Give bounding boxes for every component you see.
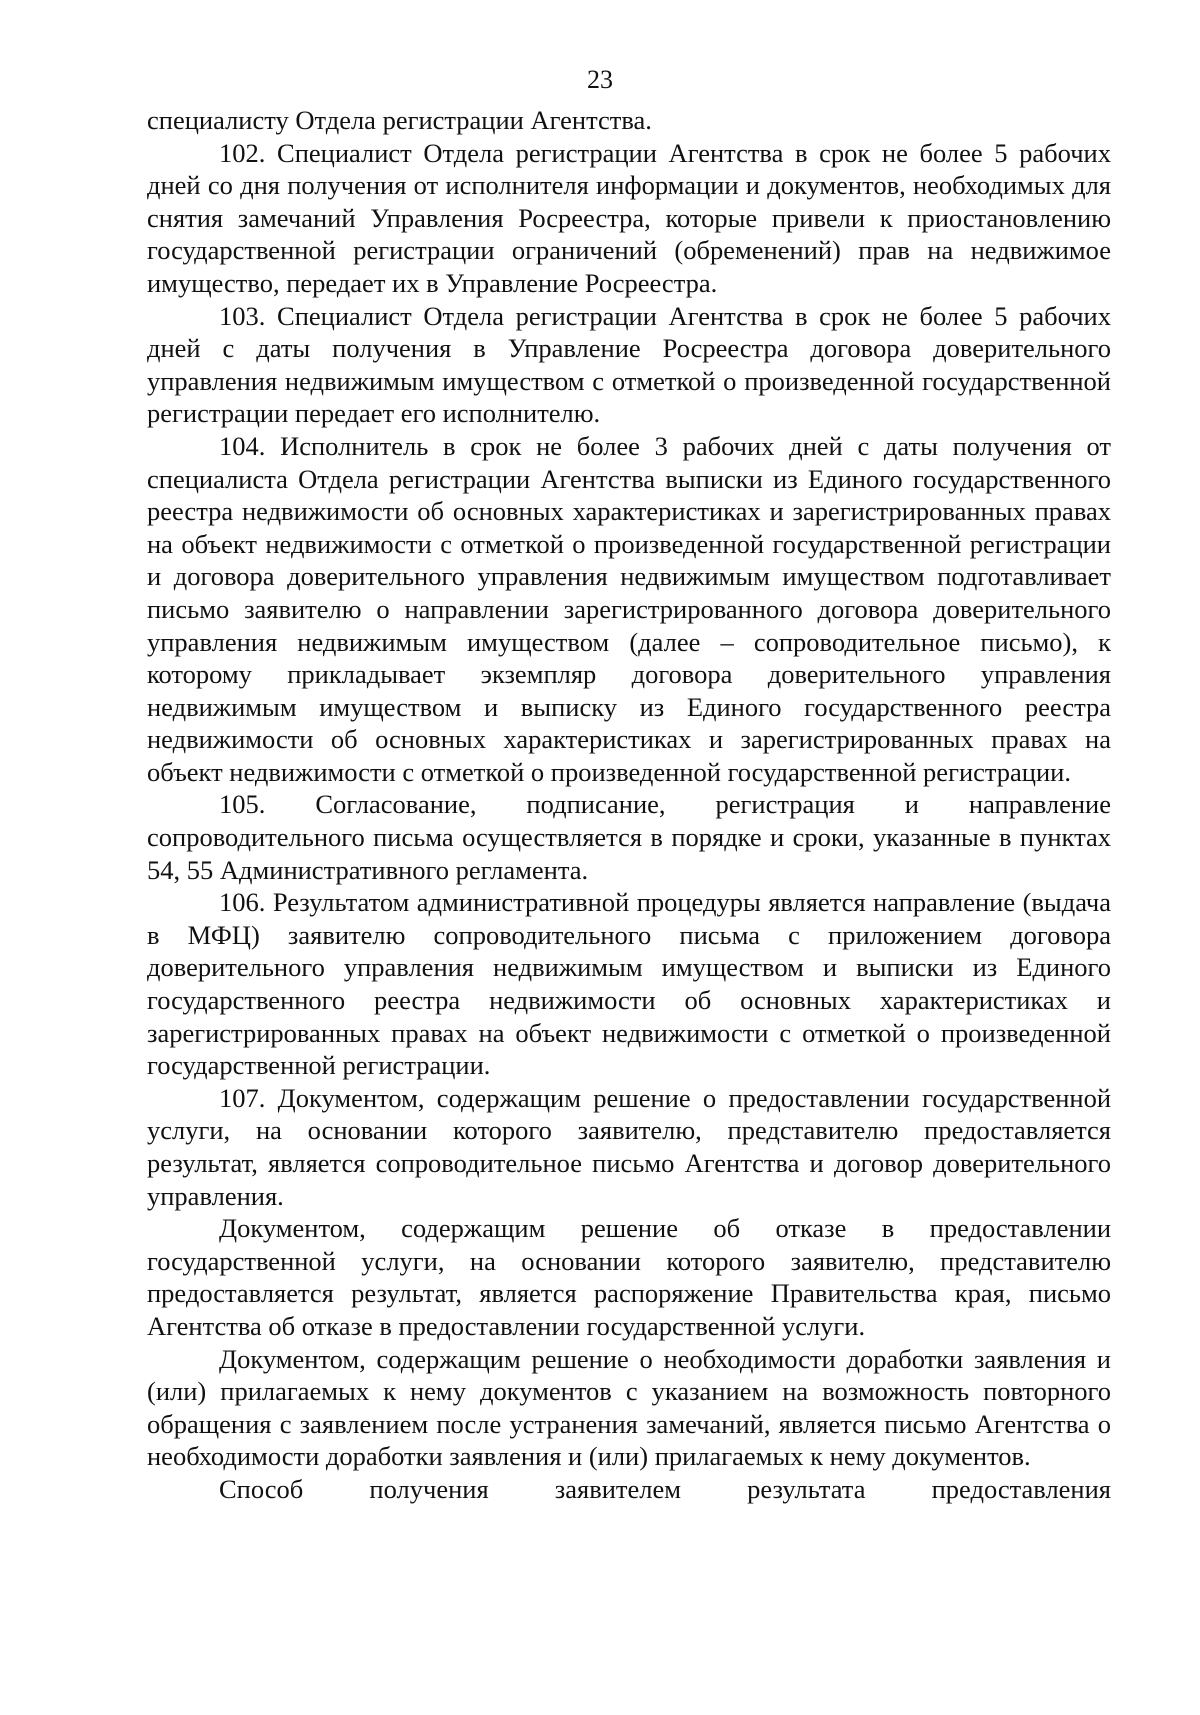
paragraph-revision-document: Документом, содержащим решение о необходимости доработки заявления и (или) прилагаемых к нему документов с указанием на возможность повторного обращения с заявлением после устранения замечаний, является письмо Агентства о необходимости доработки заявления и (или) прилагаемых к нему документов.	[147, 1343, 1111, 1472]
document-body	[147, 104, 1111, 1506]
paragraph-107: 107. Документом, содержащим решение о предоставлении государственной услуги, на основании которого заявителю, представителю предоставляется результат, является сопроводительное письмо Агентства и договор доверительного управления.	[147, 1082, 1111, 1211]
paragraph-continuation: специалисту Отдела регистрации Агентства.	[147, 105, 652, 135]
paragraph-result-method: Способ получения заявителем результата предоставления	[219, 1473, 1111, 1504]
paragraph-104: 104. Исполнитель в срок не более 3 рабочих дней с даты получения от специалиста Отдела регистрации Агентства выписки из Единого государственного реестра недвижимости об основных характеристиках и зарегистрированных правах на объект недвижимости с отметкой о произведенной государственной регистрации и договора доверительного управления недвижимым имуществом подготавливает письмо заявителю о направлении зарегистрированного договора доверительного управления недвижимым имуществом (далее – сопроводительное письмо), к которому прикладывает экземпляр договора доверительного управления недвижимым имуществом и выписку из Единого государственного реестра недвижимости об основных характеристиках и зарегистрированных правах на объект недвижимости с отметкой о произведенной государственной регистрации.	[147, 430, 1111, 787]
paragraph-106: 106. Результатом административной процедуры является направление (выдача в МФЦ) заявителю сопроводительного письма с приложением договора доверительного управления недвижимым имуществом и выписки из Единого государственного реестра недвижимости об основных характеристиках и зарегистрированных правах на объект недвижимости с отметкой о произведенной государственной регистрации.	[147, 887, 1111, 1081]
paragraph-refusal-document: Документом, содержащим решение об отказе в предоставлении государственной услуги, на основании которого заявителю, представителю предоставляется результат, является распоряжение Правительства края, письмо Агентства об отказе в предоставлении государственной услуги.	[147, 1213, 1111, 1341]
paragraph-103: 103. Специалист Отдела регистрации Агентства в срок не более 5 рабочих дней с даты получения в Управление Росреестра договора доверительного управления недвижимым имуществом с отметкой о произведенной государственной регистрации передает его исполнителю.	[147, 300, 1111, 429]
paragraph-102: 102. Специалист Отдела регистрации Агентства в срок не более 5 рабочих дней со дня получения от исполнителя информации и документов, необходимых для снятия замечаний Управления Росреестра, которые привели к приостановлению государственной регистрации ограничений (обременений) прав на недвижимое имущество, передает их в Управление Росреестра.	[147, 137, 1111, 298]
paragraph-105: 105. Согласование, подписание, регистрация и направление сопроводительного письма осуществляется в порядке и сроки, указанные в пунктах 54, 55 Административного регламента.	[147, 789, 1111, 885]
page-number: 23	[587, 65, 613, 94]
